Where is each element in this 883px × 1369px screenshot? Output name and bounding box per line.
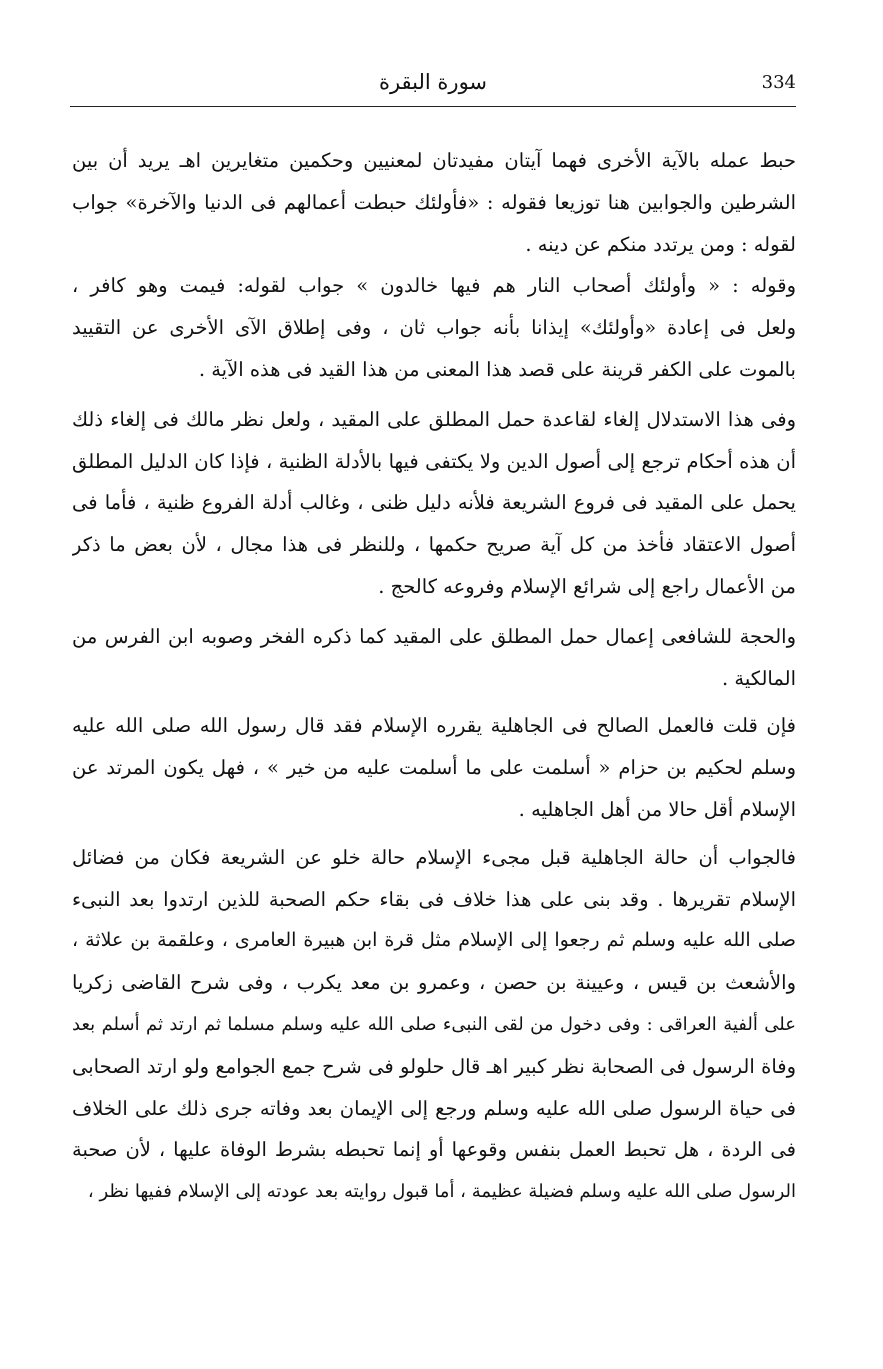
text-line: أصول الاعتقاد فأخذ من كل آية صريح حكمها ، وللنظر فى هذا مجال ، لأن بعض ما ذكر (72, 533, 796, 557)
text-line: ولعل فى إعادة «وأولئك» إيذانا بأنه جواب ثان ، وفى إطلاق الآى الأخرى عن التقييد (72, 316, 796, 340)
text-line: صلى الله عليه وسلم ثم رجعوا إلى الإسلام مثل قرة ابن هبيرة العامرى ، وعلقمة بن علاثة ، (72, 929, 796, 952)
running-title: سورة البقرة (378, 70, 488, 94)
text-line: وفى هذا الاستدلال إلغاء لقاعدة حمل المطلق على المقيد ، ولعل نظر مالك فى إلغاء ذلك (72, 407, 796, 431)
text-line: الإسلام أقل حالا من أهل الجاهليه . (518, 797, 796, 821)
text-line: فى الردة ، هل تحبط العمل بنفس وقوعها أو إنما تحبطه بشرط الوفاة عليها ، لأن صحبة (72, 1138, 796, 1162)
header-rule (70, 106, 796, 107)
text-line: فى حياة الرسول صلى الله عليه وسلم ورجع إلى الإيمان بعد وفاته جرى ذلك على الخلاف (72, 1096, 796, 1120)
paragraph-gap (72, 391, 796, 399)
text-line: بالموت على الكفر قرينة على قصد هذا المعنى من هذا القيد فى هذه الآية . (198, 357, 796, 381)
text-line: يحمل على المقيد فى فروع الشريعة فلأنه دليل ظنى ، وغالب أدلة الفروع ظنية ، فأما فى (72, 491, 796, 515)
text-line: حبط عمله بالآية الأخرى فهما آيتان مفيدتان لمعنيين وحكمين متغايرين اهـ يريد أن بين (72, 149, 796, 172)
paragraph (72, 616, 796, 700)
paragraph (72, 399, 796, 608)
text-line: وفاة الرسول فى الصحابة نظر كبير اهـ قال حلولو فى شرح جمع الجوامع ولو ارتد الصحابى (72, 1054, 796, 1078)
text-line: وقوله : « وأولئك أصحاب النار هم فيها خالدون » جواب لقوله: فيمت وهو كافر ، (72, 274, 796, 298)
text-line: الرسول صلى الله عليه وسلم فضيلة عظيمة ، أما قبول روايته بعد عودته إلى الإسلام ففيها نظر ، (87, 1181, 796, 1203)
paragraph-gap (72, 608, 796, 616)
page-number: 334 (761, 72, 796, 93)
page-header (70, 66, 796, 100)
text-line: من الأعمال راجع إلى شرائع الإسلام وفروعه كالحج . (378, 574, 796, 598)
paragraph (72, 140, 796, 265)
text-line: وسلم لحكيم بن حزام « أسلمت على ما أسلمت عليه من خير » ، فهل يكون المرتد عن (72, 756, 796, 780)
text-line: لقوله : ومن يرتدد منكم عن دينه . (525, 232, 796, 256)
text-line: الشرطين والجوابين هنا توزيعا فقوله : «فأولئك حبطت أعمالهم فى الدنيا والآخرة» جواب (72, 190, 796, 214)
text-line: فالجواب أن حالة الجاهلية قبل مجىء الإسلام حالة خلو عن الشريعة فكان من فضائل (72, 845, 796, 869)
text-line: والحجة للشافعى إعمال حمل المطلق على المقيد كما ذكره الفخر وصوبه ابن الفرس من (72, 624, 796, 648)
text-line: على ألفية العراقى : وفى دخول من لقى النبىء صلى الله عليه وسلم مسلما ثم ارتد ثم أسلم بعد (72, 1013, 796, 1035)
text-line: أن هذه أحكام ترجع إلى أصول الدين ولا يكتفى فيها بالأدلة الظنية ، فإذا كان الدليل المطلق (72, 449, 796, 473)
text-line: فإن قلت فالعمل الصالح فى الجاهلية يقرره الإسلام فقد قال رسول الله صلى الله عليه (72, 714, 796, 738)
paragraph (72, 265, 796, 390)
paragraph (72, 705, 796, 830)
text-line: الإسلام تقريرها . وقد بنى على هذا خلاف فى بقاء حكم الصحبة للذين ارتدوا بعد النبىء (72, 887, 796, 911)
paragraph (72, 837, 796, 1213)
text-line: المالكية . (721, 666, 796, 690)
text-line: والأشعث بن قيس ، وعيينة بن حصن ، وعمرو بن معد يكرب ، وفى شرح القاضى زكريا (72, 971, 796, 995)
page-body (72, 140, 796, 1213)
